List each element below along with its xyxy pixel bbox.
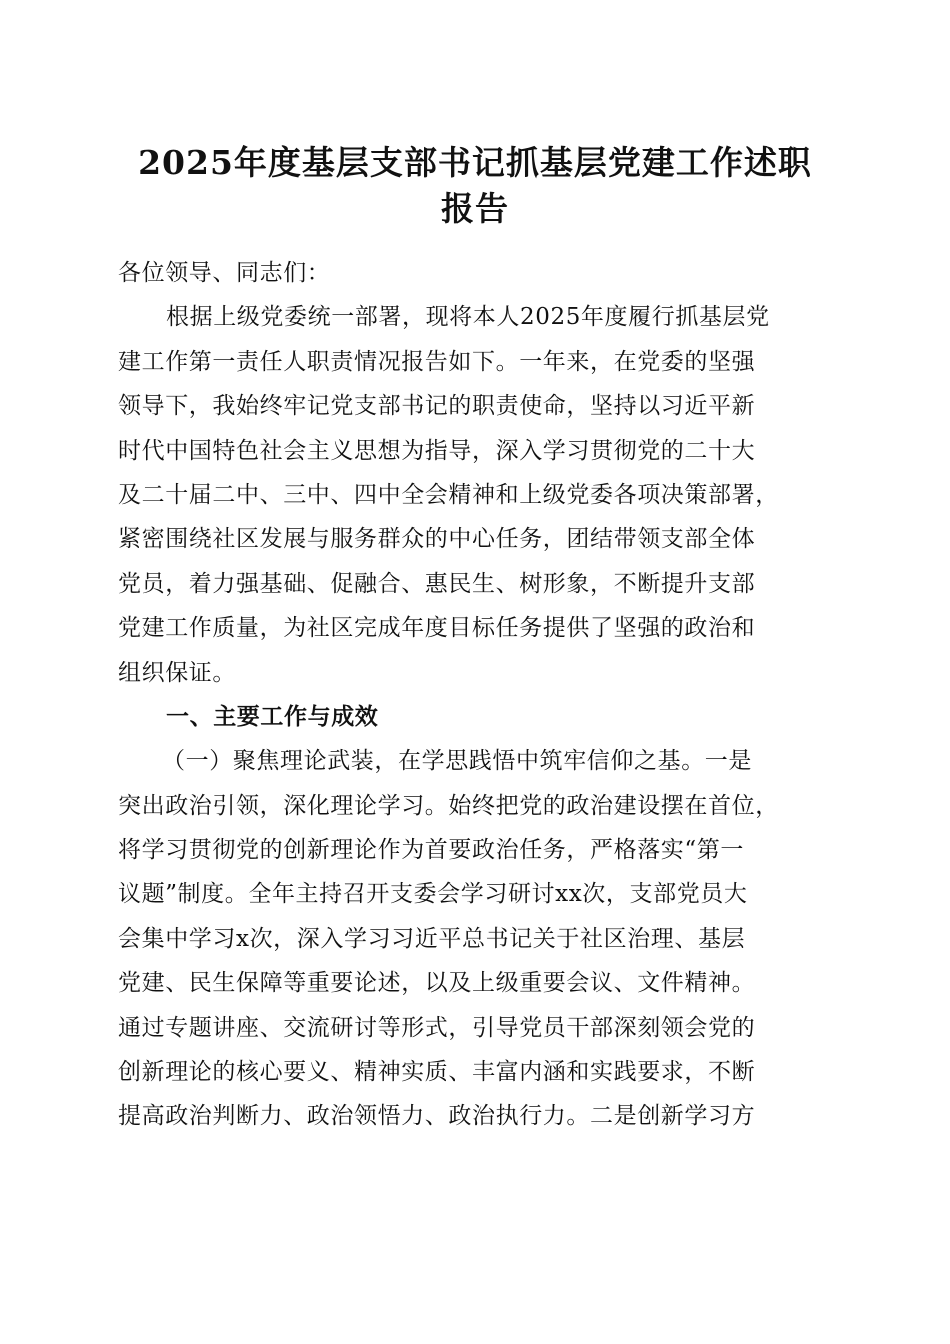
paragraph-line: 党建、民生保障等重要论述，以及上级重要会议、文件精神。 <box>118 970 756 997</box>
salutation: 各位领导、同志们： <box>118 260 331 286</box>
section-heading: 一、主要工作与成效 <box>166 703 379 730</box>
paragraph-line: 时代中国特色社会主义思想为指导，深入学习贯彻党的二十大 <box>118 437 756 464</box>
document-title-line-1: 2025年度基层支部书记抓基层党建工作述职 <box>138 143 812 182</box>
document-body <box>118 251 832 1139</box>
paragraph-line: 组织保证。 <box>118 659 236 686</box>
paragraph-line: 突出政治引领，深化理论学习。始终把党的政治建设摆在首位， <box>118 792 779 819</box>
paragraph-line: 将学习贯彻党的创新理论作为首要政治任务，严格落实“第一 <box>118 837 744 864</box>
paragraph-line: 根据上级党委统一部署，现将本人2025年度履行抓基层党 <box>166 304 770 331</box>
paragraph-line: 建工作第一责任人职责情况报告如下。一年来，在党委的坚强 <box>118 348 756 375</box>
paragraph-line: 及二十届二中、三中、四中全会精神和上级党委各项决策部署， <box>118 481 779 508</box>
paragraph-line: 会集中学习x次，深入学习习近平总书记关于社区治理、基层 <box>118 925 746 952</box>
paragraph-line: 议题”制度。全年主持召开支委会学习研讨xx次，支部党员大 <box>118 881 748 908</box>
paragraph-line: 提高政治判断力、政治领悟力、政治执行力。二是创新学习方 <box>118 1103 756 1130</box>
paragraph-line: 通过专题讲座、交流研讨等形式，引导党员干部深刻领会党的 <box>118 1014 756 1041</box>
paragraph-line: 党建工作质量，为社区完成年度目标任务提供了坚强的政治和 <box>118 615 756 642</box>
paragraph-line: （一）聚焦理论武装，在学思践悟中筑牢信仰之基。一是 <box>162 748 752 775</box>
paragraph-line: 领导下，我始终牢记党支部书记的职责使命，坚持以习近平新 <box>118 393 756 420</box>
document-title-line-2: 报告 <box>441 189 509 228</box>
paragraph-line: 党员，着力强基础、促融合、惠民生、树形象，不断提升支部 <box>118 570 756 597</box>
paragraph-line: 紧密围绕社区发展与服务群众的中心任务，团结带领支部全体 <box>118 526 756 553</box>
paragraph-line: 创新理论的核心要义、精神实质、丰富内涵和实践要求，不断 <box>118 1059 756 1086</box>
